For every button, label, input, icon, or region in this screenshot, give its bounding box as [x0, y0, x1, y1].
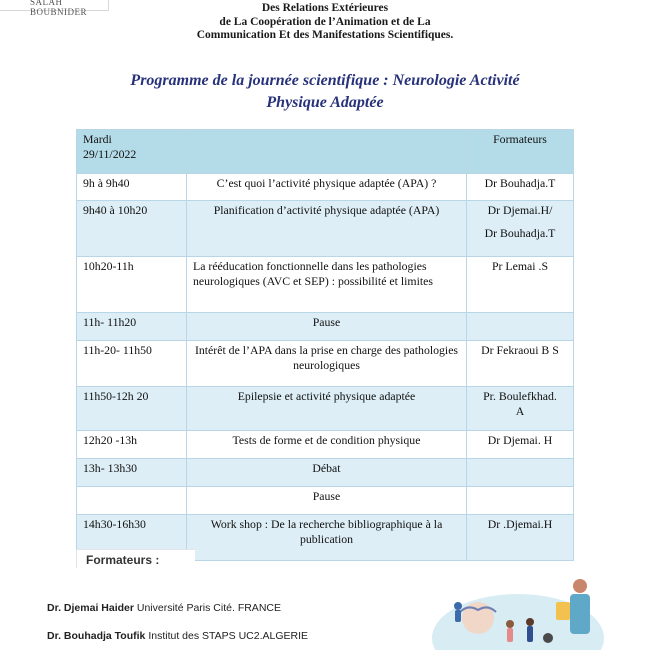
clipboard-icon — [556, 602, 570, 620]
trainer-cell — [467, 459, 574, 487]
logo-text: SALAH BOUBNIDER — [30, 0, 88, 17]
figure-head-icon — [454, 602, 462, 610]
topic-cell: Epilepsie et activité physique adaptée — [187, 387, 467, 431]
figure-body-icon — [455, 610, 461, 622]
table-row — [77, 313, 574, 341]
header-date: 29/11/2022 — [83, 147, 137, 161]
time-cell: 10h20-11h — [77, 257, 187, 313]
trainer-entry — [47, 602, 281, 614]
header-line-3: Communication Et des Manifestations Scientifiques. — [196, 29, 454, 41]
time-cell: 11h50-12h 20 — [77, 387, 187, 431]
header-day: Mardi — [83, 132, 112, 146]
time-cell: 11h-20- 11h50 — [77, 341, 187, 387]
topic-cell: Pause — [187, 313, 467, 341]
institution-header — [0, 2, 650, 43]
table-row — [77, 431, 574, 459]
trainer-cell: Dr Bouhadja.T — [467, 174, 574, 201]
time-cell: 9h à 9h40 — [77, 174, 187, 201]
doctor-head-icon — [573, 579, 587, 593]
wheel-icon — [543, 633, 553, 643]
trainer-line-2: Dr Bouhadja.T — [484, 226, 556, 240]
trainer-line-1: Dr Djemai.H/ — [487, 203, 553, 217]
title-line-1: Programme de la journée scientifique : Neurologie Activité — [130, 72, 520, 89]
table-row — [77, 257, 574, 313]
topic-cell: Débat — [187, 459, 467, 487]
page-title — [60, 70, 590, 114]
trainer-cell: Pr Lemai .S — [467, 257, 574, 313]
figure-body-icon — [527, 626, 533, 642]
figure-head-icon — [506, 620, 514, 628]
programme-table — [76, 129, 574, 561]
time-cell — [77, 487, 187, 515]
title-line-2: Physique Adaptée — [266, 94, 384, 111]
table-row — [77, 487, 574, 515]
trainer-cell: Dr Fekraoui B S — [467, 341, 574, 387]
header-formateurs: Formateurs — [493, 132, 547, 146]
trainer-line-2: A — [515, 404, 525, 418]
trainer-entry — [47, 630, 308, 642]
trainer-name: Dr. Bouhadja Toufik — [47, 630, 146, 642]
header-line-2: de La Coopération de l’Animation et de La — [219, 15, 431, 28]
trainer-cell — [467, 487, 574, 515]
trainer-cell — [467, 201, 574, 257]
topic-cell: Intérêt de l’APA dans la prise en charge des pathologies neurologiques — [187, 341, 467, 387]
topic-cell: Pause — [187, 487, 467, 515]
table-row — [77, 201, 574, 257]
time-cell: 9h40 à 10h20 — [77, 201, 187, 257]
trainer-affiliation: Institut des STAPS UC2.ALGERIE — [145, 630, 309, 642]
doctor-coat-icon — [570, 594, 590, 634]
topic-cell: Tests de forme et de condition physique — [187, 431, 467, 459]
time-cell: 11h- 11h20 — [77, 313, 187, 341]
trainer-cell: Dr Djemai. H — [467, 431, 574, 459]
header-topic-cell — [187, 130, 467, 174]
time-cell: 13h- 13h30 — [77, 459, 187, 487]
trainer-line-1: Pr. Boulefkhad. — [483, 389, 557, 403]
header-day-cell — [77, 130, 187, 174]
topic-cell: Work shop : De la recherche bibliographique à la publication — [187, 515, 467, 561]
topic-cell: Planification d’activité physique adaptée (APA) — [187, 201, 467, 257]
topic-cell: C’est quoi l’activité physique adaptée (APA) ? — [187, 174, 467, 201]
time-cell: 14h30-16h30 — [77, 515, 187, 561]
topic-cell: La rééducation fonctionnelle dans les pathologies neurologiques (AVC et SEP) : possibilité et limites — [187, 257, 467, 313]
table-row — [77, 174, 574, 201]
table-row — [77, 341, 574, 387]
trainer-affiliation: Université Paris Cité. FRANCE — [133, 602, 281, 614]
figure-head-icon — [526, 618, 534, 626]
trainer-cell — [467, 387, 574, 431]
trainer-cell — [467, 313, 574, 341]
header-line-1: Des Relations Extérieures — [261, 2, 389, 14]
formateurs-heading: Formateurs : — [86, 553, 160, 567]
figure-body-icon — [507, 628, 513, 642]
activity-illustration — [430, 572, 610, 650]
time-cell: 12h20 -13h — [77, 431, 187, 459]
trainer-name: Dr. Djemai Haider — [47, 602, 134, 614]
table-row — [77, 387, 574, 431]
table-row — [77, 459, 574, 487]
trainer-cell: Dr .Djemai.H — [467, 515, 574, 561]
header-trainer-cell — [467, 130, 574, 174]
table-header-row — [77, 130, 574, 174]
